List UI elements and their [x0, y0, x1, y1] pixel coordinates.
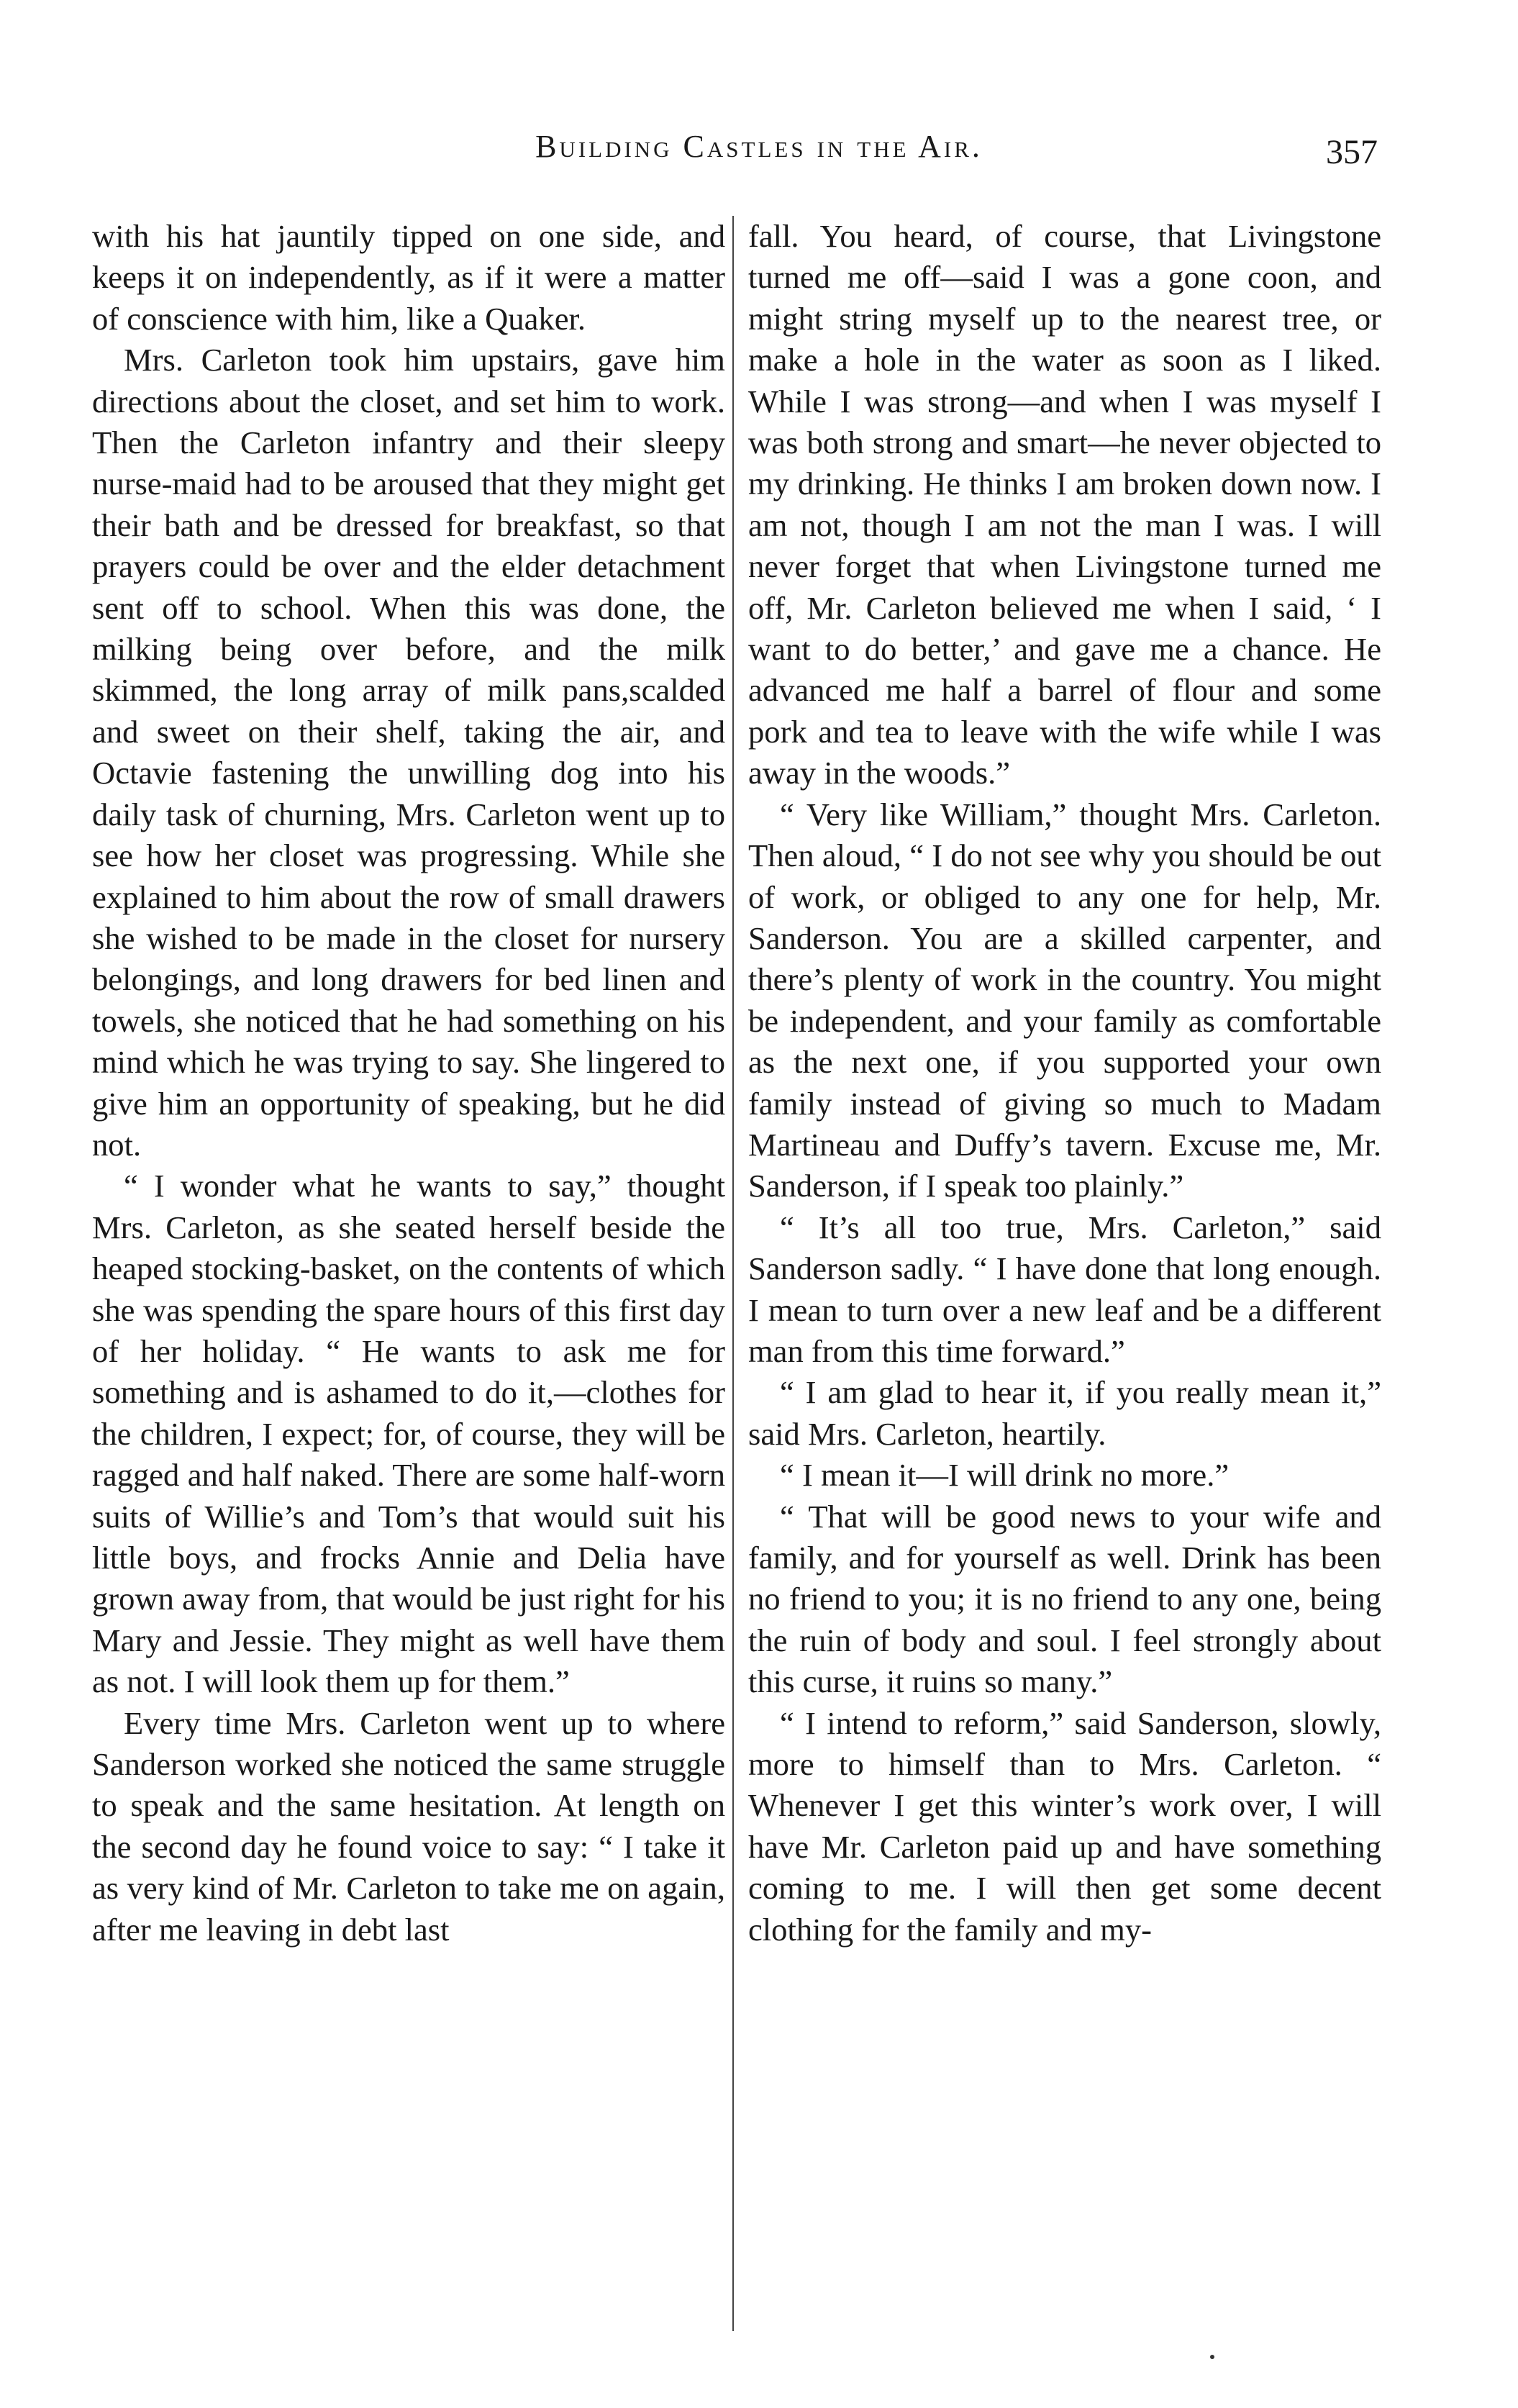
paragraph: “ That will be good news to your wife and family, and for yourself as well. Drink has been no friend to you; it is no friend to any one, being the ruin of body and soul. I feel strongly about this curse, it ruins so many.” [748, 1498, 1381, 1700]
left-column [92, 216, 725, 1950]
column-divider [732, 216, 734, 2331]
paragraph: Every time Mrs. Carleton went up to where Sanderson worked she noticed the same struggle to speak and the same hesitation. At length on the second day he found voice to say: “ I take it as very kind of Mr. Carleton to take me on again, after me leaving in debt last [92, 1704, 725, 1948]
running-head [0, 128, 1518, 178]
right-column [748, 216, 1381, 1950]
paragraph: “ I am glad to hear it, if you really mean it,” said Mrs. Carleton, heartily. [748, 1374, 1381, 1452]
paragraph: Mrs. Carleton took him upstairs, gave him directions about the closet, and set him to work. Then the Carleton infantry and their sleepy nurse-maid had to be aroused that they might get their bath and be dressed for breakfast, so that prayers could be over and the elder detachment sent off to school. When this was done, the milking being over before, and the milk skimmed, the long array of milk pans,scalded and sweet on their shelf, taking the air, and Octavie fastening the unwilling dog into his daily task of churning, Mrs. Carleton went up to see how her closet was progressing. While she explained to him about the row of small drawers she wished to be made in the closet for nursery belongings, and long drawers for bed linen and towels, she noticed that he had something on his mind which he was trying to say. She lingered to give him an opportunity of speaking, but he did not. [92, 342, 725, 1163]
running-title: Building Castles in the Air. [535, 129, 983, 164]
paragraph: “ I wonder what he wants to say,” thought Mrs. Carleton, as she seated herself beside the heaped stocking-basket, on the contents of which she was spending the spare hours of this first day of her holiday. “ He wants to ask me for something and is ashamed to do it,—clothes for the children, I expect; for, of course, they will be ragged and half naked. There are some half-worn suits of Willie’s and Tom’s that would suit his little boys, and frocks Annie and Delia have grown away from, that would be just right for his Mary and Jessie. They might as well have them as not. I will look them up for them.” [92, 1168, 725, 1700]
paragraph: with his hat jauntily tipped on one side, and keeps it on independently, as if it were a matter of conscience with him, like a Quaker. [92, 218, 725, 337]
paragraph: “ It’s all too true, Mrs. Carleton,” said Sanderson sadly. “ I have done that long enough. I mean to turn over a new leaf and be a different man from this time forward.” [748, 1209, 1381, 1369]
paragraph: “ I mean it—I will drink no more.” [780, 1457, 1230, 1494]
ink-speck [1210, 2355, 1214, 2359]
paragraph: fall. You heard, of course, that Livingstone turned me off—said I was a gone coon, and might string myself up to the nearest tree, or make a hole in the water as soon as I liked. While I was strong—and when I was myself I was both strong and smart—he never objected to my drinking. He thinks I am broken down now. I am not, though I am not the man I was. I will never forget that when Livingstone turned me off, Mr. Carleton believed me when I said, ‘ I want to do better,’ and gave me a chance. He advanced me half a barrel of flour and some pork and tea to leave with the wife while I was away in the woods.” [748, 218, 1381, 791]
page-number: 357 [1326, 133, 1378, 171]
paragraph: “ Very like William,” thought Mrs. Carleton. Then aloud, “ I do not see why you should be out of work, or obliged to any one for help, Mr. Sanderson. You are a skilled carpenter, and there’s plenty of work in the country. You might be independent, and your family as comfortable as the next one, if you supported your own family instead of giving so much to Madam Martineau and Duffy’s tavern. Excuse me, Mr. Sanderson, if I speak too plainly.” [748, 796, 1381, 1204]
paragraph: “ I intend to reform,” said Sanderson, slowly, more to himself than to Mrs. Carleton. “ Whenever I get this winter’s work over, I will have Mr. Carleton paid up and have something coming to me. I will then get some decent clothing for the family and my- [748, 1704, 1381, 1948]
